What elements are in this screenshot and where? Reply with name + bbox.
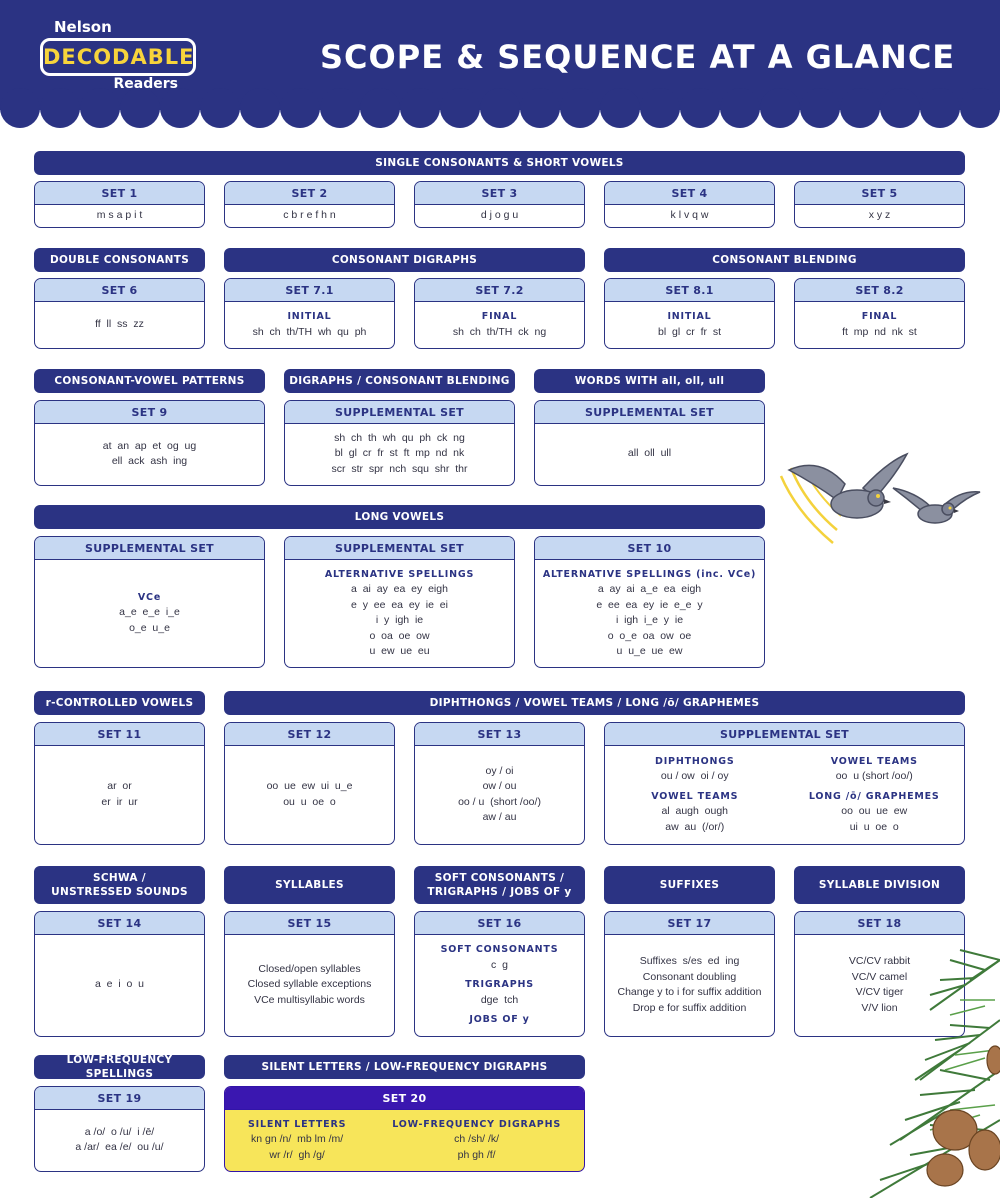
header-scallop: [800, 88, 840, 128]
card-set-3: [414, 181, 585, 228]
banner-diphthongs: DIPHTHONGS / VOWEL TEAMS / LONG /ō/ GRAPHEMES: [224, 691, 965, 715]
header-scallop: [960, 88, 1000, 128]
card-subtitle: VOWEL TEAMS: [830, 755, 918, 767]
banner-low-frequency: LOW-FREQUENCY SPELLINGS: [34, 1055, 205, 1079]
card-text: sh ch th/TH ck ng: [452, 325, 547, 338]
card-text: k l v q w: [670, 208, 709, 221]
card-set-14: [34, 911, 205, 1037]
card-title: SET 20: [225, 1087, 584, 1110]
card-set-13: [414, 722, 585, 845]
card-text-line: oy / oi: [485, 764, 514, 777]
card-text-line: Drop e for suffix addition: [632, 1001, 747, 1014]
card-text-line: Closed/open syllables: [258, 962, 361, 975]
banner-line: UNSTRESSED SOUNDS: [51, 886, 188, 898]
card-set-7-2: [414, 278, 585, 349]
card-title: SET 8.1: [605, 279, 774, 302]
card-text: all oll ull: [627, 447, 672, 460]
card-text-line: aw au (/or/): [665, 820, 725, 833]
card-title: SET 13: [415, 723, 584, 746]
header-scallop: [480, 88, 520, 128]
logo-sub: Readers: [113, 76, 178, 92]
card-subtitle: FINAL: [481, 311, 518, 322]
banner-line: TRIGRAPHS / JOBS OF y: [427, 886, 572, 898]
card-subtitle: VOWEL TEAMS: [651, 790, 739, 802]
header-scallop: [120, 88, 160, 128]
card-set-2: [224, 181, 395, 228]
card-title: SET 15: [225, 912, 394, 935]
card-text: ft mp nd nk st: [842, 325, 917, 338]
card-text-line: aw / au: [482, 811, 517, 823]
card-text-line: al augh ough: [661, 805, 729, 818]
banner-consonant-blending: CONSONANT BLENDING: [604, 248, 965, 272]
card-text-line: o oa oe ow: [369, 629, 430, 642]
card-text-line: o_e u_e: [129, 621, 170, 634]
card-title: SET 16: [415, 912, 584, 935]
card-title: SET 17: [605, 912, 774, 935]
header-scallop: [0, 88, 40, 128]
banner-long-vowels: LONG VOWELS: [34, 505, 765, 529]
card-subtitle: DIPHTHONGS: [655, 755, 735, 767]
card-set-16: [414, 911, 585, 1037]
card-set-4: [604, 181, 775, 228]
card-title: SUPPLEMENTAL SET: [285, 401, 514, 424]
card-text-line: scr str spr nch squ shr thr: [331, 462, 468, 475]
card-subtitle: LONG /ō/ GRAPHEMES: [808, 790, 940, 802]
card-text-line: ch /sh/ /k/: [454, 1133, 500, 1146]
header-scallop: [840, 88, 880, 128]
header-scallop: [240, 88, 280, 128]
logo-badge: [40, 38, 196, 76]
card-supplemental-vce: [34, 536, 265, 668]
card-title: SET 14: [35, 912, 204, 935]
card-subtitle: SILENT LETTERS: [248, 1118, 347, 1130]
banner-silent-letters: SILENT LETTERS / LOW-FREQUENCY DIGRAPHS: [224, 1055, 585, 1079]
card-text-line: er ir ur: [101, 795, 138, 808]
header-scallop: [760, 88, 800, 128]
card-text-line: oo / u (short /oo/): [458, 795, 541, 808]
card-set-12: [224, 722, 395, 845]
card-set-20: [224, 1086, 585, 1172]
banner-suffixes: SUFFIXES: [604, 866, 775, 904]
card-title: SET 2: [225, 182, 394, 205]
card-title: SET 3: [415, 182, 584, 205]
card-subtitle: LOW-FREQUENCY DIGRAPHS: [392, 1118, 561, 1130]
card-set-17: [604, 911, 775, 1037]
card-text-line: VC/V camel: [851, 970, 908, 983]
card-set-1: [34, 181, 205, 228]
card-text: a e i o u: [94, 978, 145, 991]
card-subtitle: VCe: [137, 591, 162, 603]
card-title: SUPPLEMENTAL SET: [35, 537, 264, 560]
card-title: SET 8.2: [795, 279, 964, 302]
card-supplemental-all: [534, 400, 765, 486]
card-text-line: oo ue ew ui u_e: [266, 780, 353, 792]
header-scallop: [360, 88, 400, 128]
card-text: ff ll ss zz: [95, 317, 144, 330]
card-text-line: u ew ue eu: [369, 645, 430, 657]
banner-words-all: WORDS WITH all, oll, ull: [534, 369, 765, 393]
card-subtitle: ALTERNATIVE SPELLINGS: [324, 568, 475, 580]
birds-illustration: [775, 448, 985, 553]
header-scallop: [40, 88, 80, 128]
header-scallop: [160, 88, 200, 128]
header-scallop: [720, 88, 760, 128]
header-scallop: [440, 88, 480, 128]
card-text-line: a ay ai a_e ea eigh: [597, 583, 702, 595]
page-title: SCOPE & SEQUENCE AT A GLANCE: [320, 38, 956, 76]
card-text: ou / ow oi / oy: [660, 770, 729, 783]
card-text-line: V/V lion: [861, 1001, 898, 1014]
card-subtitle: INITIAL: [287, 311, 332, 322]
card-text: d j o g u: [480, 208, 519, 221]
header-scallop: [80, 88, 120, 128]
card-subtitle: ALTERNATIVE SPELLINGS (inc. VCe): [542, 568, 757, 580]
header-scallop: [320, 88, 360, 128]
card-title: SUPPLEMENTAL SET: [605, 723, 964, 746]
banner-consonant-digraphs: CONSONANT DIGRAPHS: [224, 248, 585, 272]
card-text-line: Closed syllable exceptions: [247, 978, 372, 991]
card-text-line: a_e e_e i_e: [119, 606, 180, 619]
card-text-line: VCe multisyllabic words: [254, 993, 365, 1006]
card-text-line: a /ar/ ea /e/ ou /u/: [75, 1141, 164, 1153]
banner-digraphs-blending: DIGRAPHS / CONSONANT BLENDING: [284, 369, 515, 393]
card-set-15: [224, 911, 395, 1037]
logo: [34, 18, 198, 92]
card-supplemental-alt-spellings: [284, 536, 515, 668]
card-text: c b r e f h n: [283, 208, 336, 221]
banner-schwa: [34, 866, 205, 904]
header-scallop: [200, 88, 240, 128]
card-text: bl gl cr fr st: [657, 325, 721, 338]
card-subtitle: INITIAL: [667, 311, 712, 322]
card-title: SET 19: [35, 1087, 204, 1110]
card-set-8-1: [604, 278, 775, 349]
card-text-line: V/CV tiger: [855, 986, 904, 998]
header-scallop: [560, 88, 600, 128]
card-set-5: [794, 181, 965, 228]
card-text-line: Change y to i for suffix addition: [617, 986, 762, 998]
card-title: SUPPLEMENTAL SET: [285, 537, 514, 560]
card-supplemental-diphthongs: [604, 722, 965, 845]
banner-single-consonants: SINGLE CONSONANTS & SHORT VOWELS: [34, 151, 965, 175]
card-text: c g: [491, 958, 508, 971]
card-supplemental-digraphs: [284, 400, 515, 486]
card-text-line: e ee ea ey ie e_e y: [596, 598, 703, 611]
card-text-line: ar or: [107, 780, 132, 792]
banner-line: SOFT CONSONANTS /: [434, 871, 565, 884]
card-title: SET 10: [535, 537, 764, 560]
card-title: SET 9: [35, 401, 264, 424]
card-set-8-2: [794, 278, 965, 349]
card-title: SET 7.2: [415, 279, 584, 302]
card-text-line: ou u oe o: [283, 795, 336, 808]
logo-word: DECODABLE: [43, 45, 195, 69]
card-text: x y z: [868, 208, 891, 221]
card-title: SET 1: [35, 182, 204, 205]
header-scallop: [640, 88, 680, 128]
header-scallop: [280, 88, 320, 128]
card-text-line: ui u oe o: [849, 820, 899, 833]
header-scallop: [400, 88, 440, 128]
card-text-line: Suffixes s/es ed ing: [639, 955, 740, 967]
card-text-line: VC/CV rabbit: [848, 955, 911, 967]
card-title: SET 18: [795, 912, 964, 935]
card-title: SET 12: [225, 723, 394, 746]
card-text-line: wr /r/ gh /g/: [269, 1148, 325, 1161]
header-scallop: [880, 88, 920, 128]
banner-syllable-division: SYLLABLE DIVISION: [794, 866, 965, 904]
card-subtitle: SOFT CONSONANTS: [440, 944, 559, 956]
card-text-line: oo ou ue ew: [841, 805, 908, 818]
card-set-9: [34, 400, 265, 486]
card-title: SET 11: [35, 723, 204, 746]
card-text: sh ch th/TH wh qu ph: [252, 325, 367, 338]
card-set-6: [34, 278, 205, 349]
card-title: SET 7.1: [225, 279, 394, 302]
banner-double-consonants: DOUBLE CONSONANTS: [34, 248, 205, 272]
card-text-line: sh ch th wh qu ph ck ng: [334, 431, 465, 444]
banner-syllables: SYLLABLES: [224, 866, 395, 904]
header: [0, 0, 1000, 130]
card-text-line: ell ack ash ing: [111, 455, 188, 467]
card-title: SET 5: [795, 182, 964, 205]
card-text-line: at an ap et og ug: [102, 439, 197, 452]
card-subtitle: TRIGRAPHS: [465, 979, 534, 991]
card-set-11: [34, 722, 205, 845]
logo-brand: Nelson: [54, 18, 112, 36]
card-text-line: bl gl cr fr st ft mp nd nk: [334, 447, 465, 460]
card-set-7-1: [224, 278, 395, 349]
banner-line: SCHWA /: [93, 871, 146, 884]
banner-soft-consonants: [414, 866, 585, 904]
card-text-line: u u_e ue ew: [616, 645, 683, 657]
card-text-line: ph gh /f/: [457, 1148, 496, 1161]
card-text-line: a ai ay ea ey eigh: [351, 583, 448, 595]
banner-cv-patterns: CONSONANT-VOWEL PATTERNS: [34, 369, 265, 393]
header-scallop: [520, 88, 560, 128]
card-title: SET 6: [35, 279, 204, 302]
card-text: m s a p i t: [96, 208, 143, 221]
card-text: oo u (short /oo/): [835, 770, 913, 783]
card-text-line: ow / ou: [482, 780, 517, 792]
card-text-line: o o_e oa ow oe: [607, 629, 692, 642]
card-subtitle: FINAL: [861, 311, 898, 322]
card-text-line: Consonant doubling: [642, 970, 737, 983]
header-scallop: [600, 88, 640, 128]
card-set-19: [34, 1086, 205, 1172]
banner-r-controlled: r-CONTROLLED VOWELS: [34, 691, 205, 715]
header-scallop: [680, 88, 720, 128]
card-text-line: a /o/ o /u/ i /ē/: [84, 1125, 155, 1138]
card-text-line: e y ee ea ey ie ei: [351, 598, 448, 611]
pine-branch-illustration: [810, 940, 1000, 1198]
card-text-line: i igh i_e y ie: [615, 614, 684, 626]
card-text: dge tch: [480, 993, 519, 1006]
card-title: SUPPLEMENTAL SET: [535, 401, 764, 424]
header-scallop: [920, 88, 960, 128]
card-text-line: kn gn /n/ mb lm /m/: [251, 1133, 344, 1146]
card-set-10: [534, 536, 765, 668]
card-text-line: i y igh ie: [375, 614, 424, 626]
card-title: SET 4: [605, 182, 774, 205]
card-subtitle: JOBS OF y: [469, 1014, 530, 1026]
